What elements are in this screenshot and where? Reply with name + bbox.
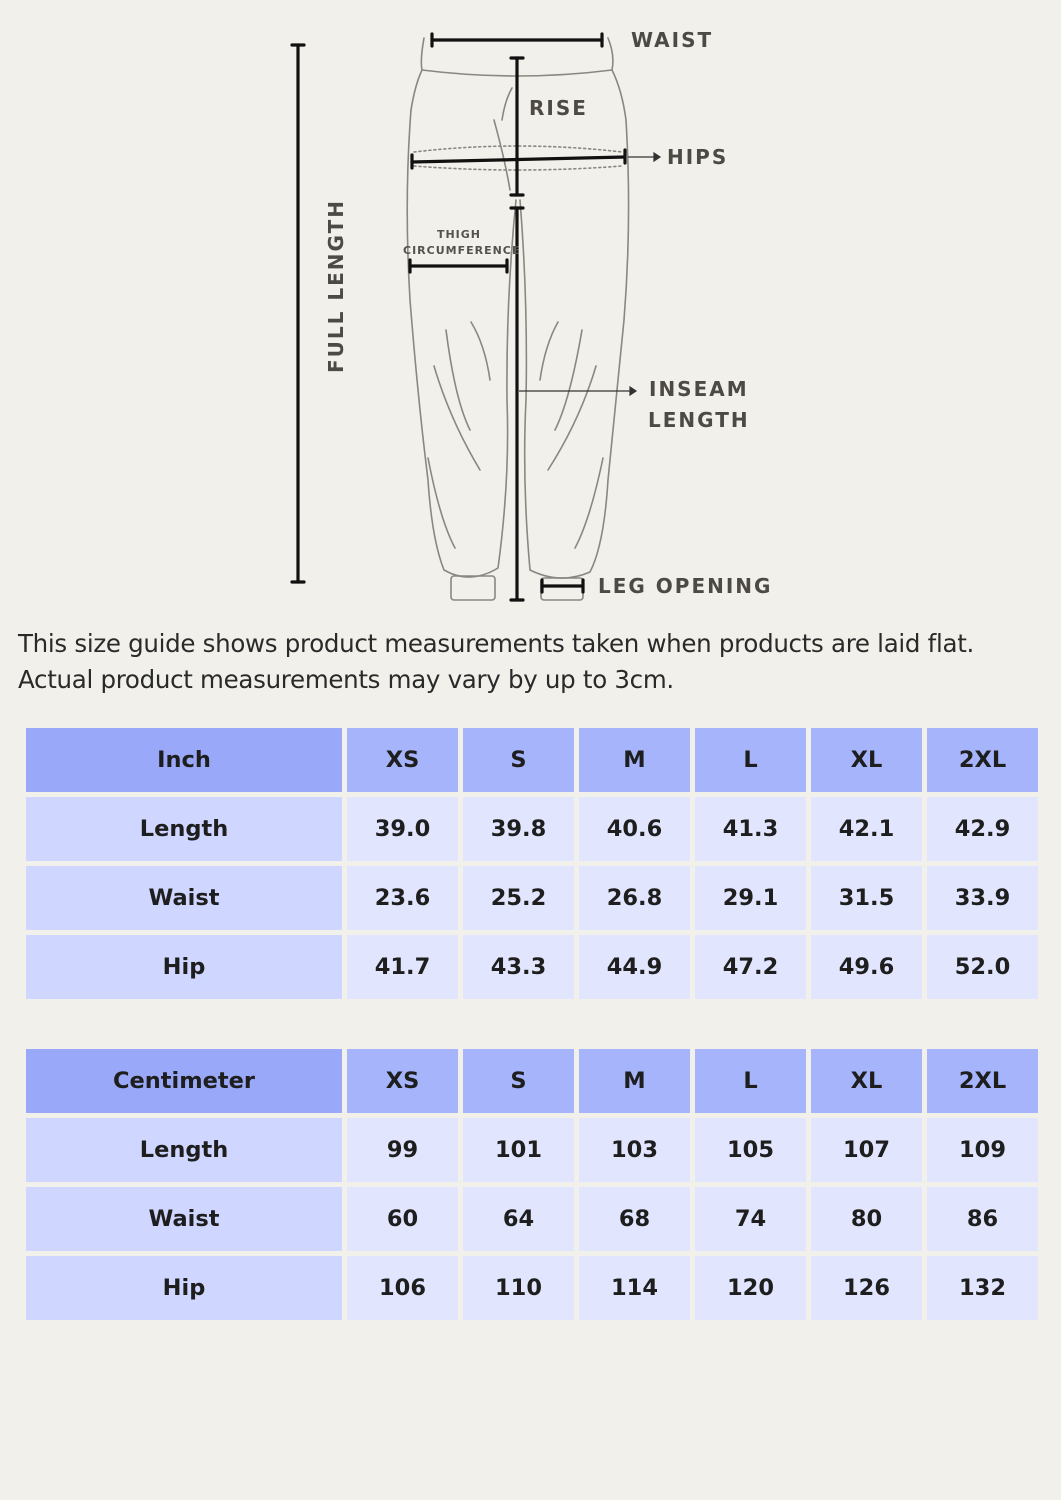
table-row xyxy=(26,866,1038,930)
size-header: XS xyxy=(347,1049,458,1113)
table-cell: 29.1 xyxy=(695,866,806,930)
thigh-label-line2: CIRCUMFERENCE xyxy=(403,244,521,257)
size-guide-note: This size guide shows product measurements taken when products are laid flat. Actual product measurements may vary by up to 3cm. xyxy=(18,629,974,694)
row-label: Hip xyxy=(26,935,342,999)
size-header: XL xyxy=(811,728,922,792)
hips-label: HIPS xyxy=(667,145,729,169)
table-cell: 86 xyxy=(927,1187,1038,1251)
size-header: XS xyxy=(347,728,458,792)
table-cell: 49.6 xyxy=(811,935,922,999)
size-header: S xyxy=(463,1049,574,1113)
inch-size-table xyxy=(21,723,1043,1004)
size-header: XL xyxy=(811,1049,922,1113)
table-cell: 80 xyxy=(811,1187,922,1251)
table-cell: 40.6 xyxy=(579,797,690,861)
row-label: Waist xyxy=(26,1187,342,1251)
leg-opening-label: LEG OPENING xyxy=(598,574,773,598)
table-cell: 44.9 xyxy=(579,935,690,999)
table-cell: 74 xyxy=(695,1187,806,1251)
table-cell: 99 xyxy=(347,1118,458,1182)
table-cell: 103 xyxy=(579,1118,690,1182)
thigh-label-line1: THIGH xyxy=(436,228,482,241)
table-cell: 41.7 xyxy=(347,935,458,999)
size-header: 2XL xyxy=(927,1049,1038,1113)
table-cell: 33.9 xyxy=(927,866,1038,930)
table-cell: 105 xyxy=(695,1118,806,1182)
table-cell: 47.2 xyxy=(695,935,806,999)
unit-header: Centimeter xyxy=(26,1049,342,1113)
table-cell: 68 xyxy=(579,1187,690,1251)
table-cell: 31.5 xyxy=(811,866,922,930)
table-cell: 42.9 xyxy=(927,797,1038,861)
thigh-label xyxy=(403,227,521,259)
row-label: Waist xyxy=(26,866,342,930)
rise-label: RISE xyxy=(529,96,588,120)
unit-header: Inch xyxy=(26,728,342,792)
table-cell: 26.8 xyxy=(579,866,690,930)
table-cell: 106 xyxy=(347,1256,458,1320)
size-header: L xyxy=(695,728,806,792)
table-cell: 114 xyxy=(579,1256,690,1320)
row-label: Length xyxy=(26,1118,342,1182)
table-row xyxy=(26,1187,1038,1251)
table-cell: 107 xyxy=(811,1118,922,1182)
table-cell: 41.3 xyxy=(695,797,806,861)
size-header: S xyxy=(463,728,574,792)
pants-diagram xyxy=(0,0,1061,610)
table-row xyxy=(26,1256,1038,1320)
table-header-row xyxy=(26,728,1038,792)
pants-illustration xyxy=(0,0,1061,610)
row-label: Length xyxy=(26,797,342,861)
table-cell: 39.0 xyxy=(347,797,458,861)
table-cell: 126 xyxy=(811,1256,922,1320)
table-cell: 120 xyxy=(695,1256,806,1320)
table-cell: 109 xyxy=(927,1118,1038,1182)
table-cell: 25.2 xyxy=(463,866,574,930)
table-cell: 42.1 xyxy=(811,797,922,861)
size-header: M xyxy=(579,1049,690,1113)
table-cell: 52.0 xyxy=(927,935,1038,999)
inseam-label-line1: INSEAM xyxy=(649,377,749,401)
table-cell: 132 xyxy=(927,1256,1038,1320)
size-header: L xyxy=(695,1049,806,1113)
table-row xyxy=(26,1118,1038,1182)
inseam-label-line2: LENGTH xyxy=(648,408,750,432)
waist-label: WAIST xyxy=(631,28,714,52)
row-label: Hip xyxy=(26,1256,342,1320)
centimeter-size-table xyxy=(21,1044,1043,1325)
table-row xyxy=(26,935,1038,999)
full-length-label: FULL LENGTH xyxy=(324,199,348,373)
table-cell: 64 xyxy=(463,1187,574,1251)
table-cell: 43.3 xyxy=(463,935,574,999)
table-cell: 60 xyxy=(347,1187,458,1251)
table-cell: 101 xyxy=(463,1118,574,1182)
table-cell: 23.6 xyxy=(347,866,458,930)
size-header: 2XL xyxy=(927,728,1038,792)
size-header: M xyxy=(579,728,690,792)
table-header-row xyxy=(26,1049,1038,1113)
table-cell: 39.8 xyxy=(463,797,574,861)
table-row xyxy=(26,797,1038,861)
table-cell: 110 xyxy=(463,1256,574,1320)
